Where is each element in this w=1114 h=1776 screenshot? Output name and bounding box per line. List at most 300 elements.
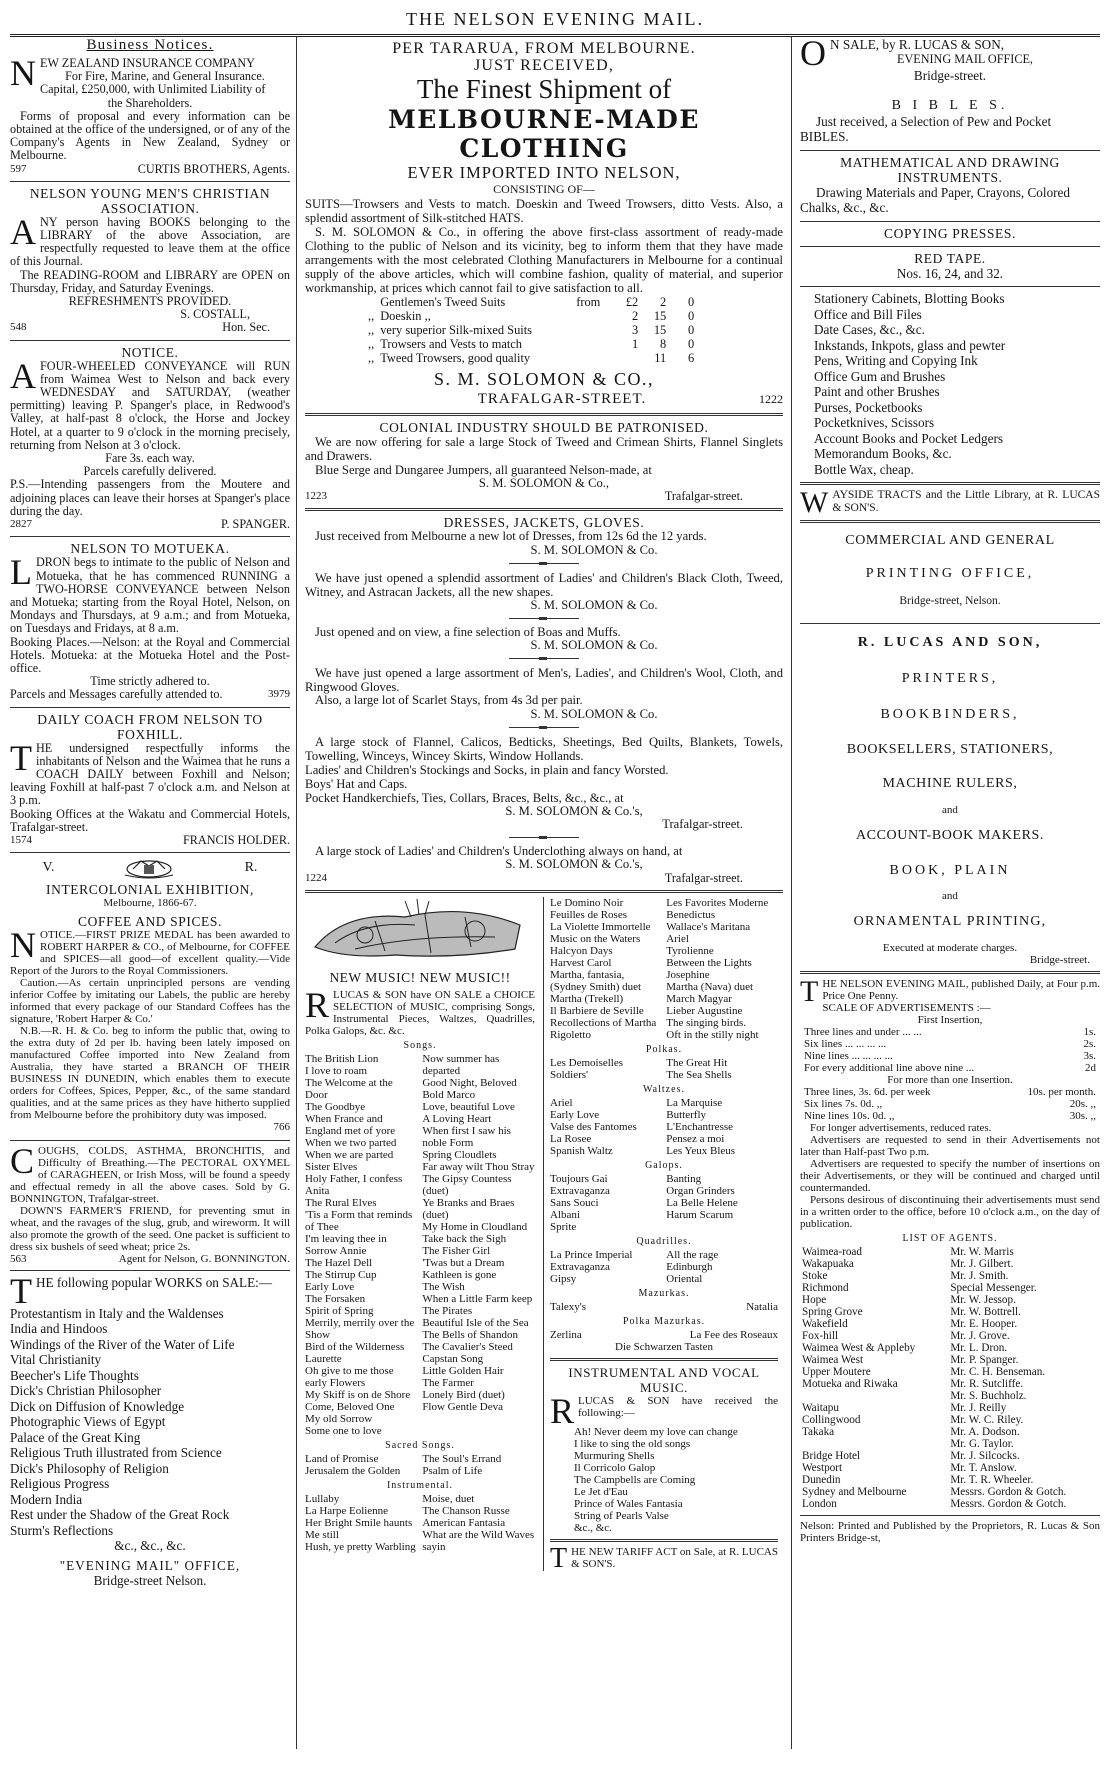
ad-body: Just received from Melbourne a new lot of Dresses, from 12s 6d the 12 yards. bbox=[315, 529, 707, 544]
music-title: Albani bbox=[550, 1208, 580, 1221]
book-title: Palace of the Great King bbox=[10, 1429, 141, 1445]
music-title: Laurette bbox=[305, 1352, 342, 1365]
quadrilles-list-left bbox=[550, 1249, 662, 1285]
galops-list-left bbox=[550, 1173, 662, 1233]
music-title: The Soul's Errand bbox=[422, 1452, 502, 1465]
ad-title: RED TAPE. bbox=[914, 250, 986, 266]
dresses-ad bbox=[305, 515, 783, 884]
price-cell-d: 0 bbox=[688, 309, 695, 323]
music-title: The Campbells are Coming bbox=[574, 1473, 696, 1486]
agent-name: Mr. W. Jessop. bbox=[950, 1294, 1016, 1307]
stationery-item: Bottle Wax, cheap. bbox=[814, 461, 914, 477]
ad-title: COFFEE AND SPICES. bbox=[78, 914, 222, 930]
music-title: Josephine bbox=[666, 968, 710, 981]
royal-arms-icon bbox=[119, 857, 179, 879]
ad-line: First Insertion, bbox=[917, 1014, 983, 1027]
drop-cap: T bbox=[550, 1542, 568, 1574]
agent-name: Mr. W. C. Riley. bbox=[950, 1414, 1024, 1427]
drop-cap: T bbox=[800, 975, 819, 1009]
music-title: When a Little Farm keep bbox=[422, 1292, 533, 1305]
divider bbox=[10, 181, 290, 182]
ad-title: INSTRUMENTAL AND VOCAL MUSIC. bbox=[568, 1364, 760, 1395]
stationery-item: Stationery Cabinets, Blotting Books bbox=[814, 291, 1005, 306]
agent-place: Collingwood bbox=[802, 1414, 861, 1427]
music-title: Prince of Wales Fantasia bbox=[574, 1497, 683, 1510]
music-title: Oh give to me those early Flowers bbox=[305, 1364, 394, 1389]
music-title: Oriental bbox=[666, 1272, 703, 1285]
agent-place bbox=[800, 1438, 948, 1450]
agent-row bbox=[800, 1438, 1100, 1450]
agent-row bbox=[800, 1270, 1100, 1282]
ad-company: S. M. SOLOMON & CO., bbox=[433, 369, 655, 389]
price-row bbox=[365, 323, 697, 337]
price-cell-d: 0 bbox=[688, 337, 695, 351]
music-title: Anita bbox=[305, 1184, 330, 1197]
music-title: Il Corricolo Galop bbox=[574, 1461, 656, 1474]
polkas-list-left bbox=[550, 1057, 662, 1081]
rate-row bbox=[804, 1050, 1096, 1062]
drop-cap: L bbox=[10, 552, 32, 593]
music-title: Le Domino Noir bbox=[550, 896, 624, 909]
rate-price: 1s. bbox=[1083, 1026, 1096, 1039]
ymca-ad bbox=[10, 186, 290, 335]
polkas-list bbox=[550, 1057, 778, 1081]
evening-mail-rates bbox=[800, 975, 1100, 1545]
divider bbox=[800, 246, 1100, 247]
ad-title: NELSON YOUNG MEN'S CHRISTIAN ASSOCIATION. bbox=[29, 185, 271, 216]
drop-cap: W bbox=[800, 486, 829, 519]
sacred-list bbox=[305, 1453, 535, 1477]
music-title: Benedictus bbox=[666, 908, 716, 921]
agent-name: Mr. J. Reilly bbox=[950, 1402, 1007, 1415]
music-title: Flow Gentle Deva bbox=[422, 1400, 503, 1413]
music-title: The Bells of Shandon bbox=[422, 1328, 518, 1341]
agent-name: Mr. A. Dodson. bbox=[950, 1426, 1020, 1439]
agent-row bbox=[800, 1486, 1100, 1498]
monthly-rate: 30s. ,, bbox=[1069, 1110, 1096, 1123]
coughs-ad bbox=[10, 1140, 290, 1265]
printing-office-ad bbox=[800, 533, 1100, 966]
ad-signature: P. SPANGER. bbox=[221, 517, 290, 532]
ad-title: INTERCOLONIAL EXHIBITION, bbox=[46, 882, 254, 898]
price-cell-l: 1 bbox=[632, 337, 639, 351]
agent-name: Mr. P. Spanger. bbox=[950, 1354, 1019, 1367]
music-title: La Harpe Eolienne bbox=[305, 1504, 389, 1517]
ad-line: Bridge-street. bbox=[913, 68, 987, 83]
songs-list bbox=[305, 1053, 535, 1437]
music-title: American Fantasia bbox=[422, 1516, 506, 1529]
music-title: The Fisher Girl bbox=[422, 1244, 491, 1257]
agent-row bbox=[800, 1426, 1100, 1438]
music-title: Oft in the stilly night bbox=[666, 1028, 759, 1041]
ad-line: and bbox=[942, 804, 958, 817]
book-title: Windings of the River of the Water of Life bbox=[10, 1336, 235, 1352]
agent-name: Mr. T. Anslow. bbox=[950, 1462, 1017, 1475]
ad-number: 1223 bbox=[305, 490, 327, 503]
short-rule bbox=[509, 563, 579, 564]
price-cell-q: ,, bbox=[368, 337, 375, 351]
ad-body: OUGHS, COLDS, ASTHMA, BRONCHITIS, and Difficulty of Breathing.—The PECTORAL OXYMEL of CARAGHEEN, or Irish Moss, will be found a speedy and effectual remedy in all the above cases. Sold by G. BONNINGTON, Trafalgar-street. bbox=[10, 1144, 290, 1205]
pieces-list-right bbox=[666, 897, 778, 1041]
ad-subtitle: Melbourne, 1866-67. bbox=[103, 897, 197, 910]
music-title: Far away wilt Thou Stray bbox=[422, 1160, 535, 1173]
agent-name: Messrs. Gordon & Gotch. bbox=[950, 1498, 1067, 1511]
ad-number: 1224 bbox=[305, 871, 327, 884]
stationery-item: Office Gum and Brushes bbox=[814, 368, 946, 384]
book-title: Dick on Diffusion of Knowledge bbox=[10, 1398, 185, 1414]
book-title: Religious Progress bbox=[10, 1476, 110, 1492]
pieces-list-left bbox=[550, 897, 662, 1041]
divider bbox=[800, 482, 1100, 485]
ad-body: A large stock of Ladies' and Children's Underclothing always on hand, at bbox=[315, 844, 683, 859]
agent-place: Dunedin bbox=[802, 1474, 841, 1487]
music-title: Psalm of Life bbox=[422, 1464, 483, 1477]
agent-row bbox=[800, 1462, 1100, 1474]
ad-line: &c., &c., &c. bbox=[114, 1538, 186, 1554]
stationery-item: Office and Bill Files bbox=[814, 306, 922, 322]
ad-body: Advertisers are requested to send in their Advertisements not later than Half-past Two p.m. bbox=[800, 1134, 1100, 1159]
price-cell-item: Trowsers and Vests to match bbox=[380, 337, 523, 351]
price-table bbox=[365, 295, 697, 365]
polkas-list-right bbox=[666, 1057, 778, 1081]
music-title: La Marquise bbox=[666, 1096, 723, 1109]
music-title: Early Love bbox=[550, 1108, 600, 1121]
music-title: Ariel bbox=[550, 1096, 573, 1109]
price-cell-s: 15 bbox=[653, 309, 667, 323]
agent-place: Stoke bbox=[802, 1270, 828, 1283]
price-cell-from: from bbox=[576, 295, 601, 309]
music-title: Rigoletto bbox=[550, 1028, 591, 1041]
ad-title: COPYING PRESSES. bbox=[884, 225, 1016, 241]
price-cell-s: 15 bbox=[653, 323, 667, 337]
agent-place: Wakefield bbox=[802, 1318, 848, 1331]
ad-number: 2827 bbox=[10, 518, 32, 531]
book-title: Photographic Views of Egypt bbox=[10, 1414, 166, 1430]
music-title: Lieber Augustine bbox=[666, 1004, 743, 1017]
ad-title: NELSON TO MOTUEKA. bbox=[70, 541, 230, 557]
sacred-list-right bbox=[422, 1453, 535, 1477]
agent-place bbox=[800, 1390, 948, 1402]
ad-body: HE NELSON EVENING MAIL, published Daily, at Four p.m. Price One Penny. bbox=[822, 978, 1100, 1003]
ad-body: Caution.—As certain unprincipled persons are vending inferior Coffee by imitating our Labels, the public are hereby informed that every package of our Standard Coffees has the signature, 'Robert Harper & Co.' bbox=[10, 977, 290, 1026]
book-title: Protestantism in Italy and the Waldenses bbox=[10, 1305, 224, 1321]
music-title: Ariel bbox=[666, 932, 689, 945]
music-title: The Wish bbox=[422, 1280, 465, 1293]
galops-list-right bbox=[666, 1173, 778, 1233]
ad-line: Bridge-street. bbox=[1029, 954, 1090, 967]
music-title: Take back the Sigh bbox=[422, 1232, 507, 1245]
vocal-music-list bbox=[550, 1426, 778, 1534]
music-title: Zerlina bbox=[550, 1328, 582, 1341]
agent-place: Sydney and Melbourne bbox=[802, 1486, 907, 1499]
category-heading: Songs. bbox=[403, 1039, 437, 1051]
ad-heading: EW ZEALAND INSURANCE COMPANY bbox=[40, 56, 255, 70]
music-title: Natalia bbox=[746, 1300, 778, 1313]
price-cell-from bbox=[573, 323, 613, 337]
agent-name: Mr. W. Bottrell. bbox=[950, 1306, 1021, 1319]
ad-body: Ladies' and Children's Stockings and Socks, in plain and fancy Worsted. bbox=[305, 762, 669, 777]
ad-line: For more than one Insertion. bbox=[887, 1074, 1013, 1087]
divider bbox=[800, 221, 1100, 222]
agent-place: Takaka bbox=[802, 1426, 835, 1439]
ad-line: SCALE OF ADVERTISEMENTS :— bbox=[822, 1002, 991, 1015]
lucas-sale-ad bbox=[800, 37, 1100, 477]
colonial-industry-ad bbox=[305, 420, 783, 503]
music-title: Murmuring Shells bbox=[574, 1449, 655, 1462]
ad-line: the Shareholders. bbox=[107, 95, 193, 110]
price-cell-item: Doeskin ,, bbox=[380, 309, 431, 323]
ad-body: Persons desirous of discontinuing their advertisements must send in a written order to the office, before 10 o'clock a.m., on the day of publication. bbox=[800, 1194, 1100, 1231]
music-title: Organ Grinders bbox=[666, 1184, 735, 1197]
agent-row bbox=[800, 1342, 1100, 1354]
ad-body: Just opened and on view, a fine selection of Boas and Muffs. bbox=[315, 625, 621, 640]
stationery-item: Pens, Writing and Copying Ink bbox=[814, 353, 978, 368]
ad-line: and bbox=[942, 890, 958, 903]
price-cell-s: 11 bbox=[654, 351, 667, 365]
columns bbox=[10, 37, 1100, 1749]
music-title: I love to roam bbox=[305, 1064, 368, 1077]
price-cell-s: 2 bbox=[660, 295, 667, 309]
ad-body: HE NEW TARIFF ACT on Sale, at R. LUCAS & SON'S. bbox=[571, 1545, 778, 1570]
ad-body: We are now offering for sale a large Stock of Tweed and Crimean Shirts, Flannel Singlets and Drawers. bbox=[305, 435, 783, 463]
music-title: Extravaganza bbox=[550, 1260, 610, 1273]
music-title: My old Sorrow bbox=[305, 1412, 373, 1425]
music-title: Les Yeux Bleus bbox=[666, 1144, 736, 1157]
music-title: Les Demoiselles bbox=[550, 1056, 624, 1069]
agent-place: Hope bbox=[802, 1294, 827, 1307]
waltzes-list bbox=[550, 1097, 778, 1157]
ad-signature: FRANCIS HOLDER. bbox=[183, 832, 290, 847]
music-title: When we are parted bbox=[305, 1148, 394, 1161]
agent-name: Mr. J. Gilbert. bbox=[950, 1258, 1014, 1271]
divider bbox=[550, 1539, 778, 1542]
nz-insurance-ad bbox=[10, 53, 290, 176]
music-title: The Farmer bbox=[422, 1376, 474, 1389]
music-title: Sans Souci bbox=[550, 1196, 599, 1209]
agent-name: Mr. R. Sutcliffe. bbox=[950, 1378, 1024, 1391]
ad-line: For Fire, Marine, and General Insurance. bbox=[65, 69, 265, 84]
music-title: Pensez a moi bbox=[666, 1132, 725, 1145]
agent-row bbox=[800, 1294, 1100, 1306]
music-title: 'Twas but a Dream bbox=[422, 1256, 505, 1269]
column-right bbox=[792, 37, 1100, 1749]
price-row bbox=[365, 295, 697, 309]
stationery-item: Pocketknives, Scissors bbox=[814, 415, 935, 430]
ad-street: Trafalgar-street. bbox=[662, 817, 743, 832]
music-title: Die Schwarzen Tasten bbox=[615, 1340, 713, 1353]
ad-line: Executed at moderate charges. bbox=[882, 942, 1018, 955]
ad-street: Trafalgar-street. bbox=[664, 870, 743, 885]
agent-place: Waimea West & Appleby bbox=[802, 1342, 916, 1355]
stationery-item: Date Cases, &c., &c. bbox=[814, 322, 925, 337]
book-title: Beecher's Life Thoughts bbox=[10, 1367, 139, 1383]
music-title: Between the Lights bbox=[666, 956, 752, 969]
column-middle bbox=[297, 37, 792, 1749]
music-title: I like to sing the old songs bbox=[574, 1437, 691, 1450]
ad-number: 766 bbox=[273, 1121, 290, 1134]
weekly-rate-row bbox=[804, 1110, 1096, 1122]
category-heading: Mazurkas. bbox=[638, 1287, 690, 1299]
agent-row bbox=[800, 1402, 1100, 1414]
motueka-ad bbox=[10, 541, 290, 701]
music-title: Tyrolienne bbox=[666, 944, 714, 957]
music-title: Martha (Nava) duet bbox=[666, 980, 754, 993]
agent-row bbox=[800, 1378, 1100, 1390]
ad-street: TRAFALGAR-STREET. bbox=[477, 391, 647, 407]
music-title: La Prince Imperial bbox=[550, 1248, 633, 1261]
ad-line: CONSISTING OF— bbox=[493, 182, 595, 196]
agent-row bbox=[800, 1390, 1100, 1402]
music-title: The Rural Elves bbox=[305, 1196, 377, 1209]
category-heading: Polka Mazurkas. bbox=[622, 1315, 706, 1327]
weekly-rate-row bbox=[804, 1086, 1096, 1098]
music-title: Little Golden Hair bbox=[422, 1364, 504, 1377]
ad-headline: The Finest Shipment of bbox=[416, 74, 672, 104]
music-title: Ah! Never deem my love can change bbox=[574, 1425, 738, 1438]
ad-signature: S. M. SOLOMON & Co.'s, bbox=[505, 803, 643, 818]
weekly-rate-label: Six lines 7s. 0d. ,, bbox=[804, 1098, 883, 1111]
music-title: Love, beautiful Love bbox=[422, 1100, 515, 1113]
instrumental-list bbox=[305, 1493, 535, 1553]
music-title: The Forsaken bbox=[305, 1292, 366, 1305]
ad-number: 1222 bbox=[759, 392, 783, 406]
agent-place: Waitapu bbox=[802, 1402, 839, 1415]
ad-body: HE undersigned respectfully informs the inhabitants of Nelson and the Waimea that he runs a COACH DAILY between Foxhill and Nelson; leaving Foxhill at half-past 7 o'clock a.m. and Nelson at 3 p.m. bbox=[10, 740, 290, 808]
price-cell-d: 0 bbox=[688, 323, 695, 337]
agent-place: Bridge Hotel bbox=[802, 1450, 861, 1463]
ad-number: 597 bbox=[10, 162, 27, 175]
ad-signature: S. M. SOLOMON & Co. bbox=[530, 706, 658, 721]
ad-body: Booking Offices at the Wakatu and Commercial Hotels, Trafalgar-street. bbox=[10, 806, 290, 834]
music-title: Spirit of Spring bbox=[305, 1304, 374, 1317]
agent-place: Motueka and Riwaka bbox=[802, 1378, 898, 1391]
ad-body: SUITS—Trowsers and Vests to match. Doeskin and Tweed Trowsers, ditto Vests. Also, a splendid assortment of Silk-stitched HATS. bbox=[305, 197, 783, 225]
stationery-item: Account Books and Pocket Ledgers bbox=[814, 430, 1003, 446]
conveyance-notice bbox=[10, 345, 290, 532]
divider bbox=[800, 150, 1100, 151]
price-cell-q: ,, bbox=[368, 323, 375, 337]
divider bbox=[10, 536, 290, 537]
price-cell-item: Tweed Trowsers, good quality bbox=[380, 351, 531, 365]
music-title: The Sea Shells bbox=[666, 1068, 732, 1081]
music-title: La Rosee bbox=[550, 1132, 592, 1145]
divider bbox=[10, 1270, 290, 1271]
music-title: La Violette Immortelle bbox=[550, 920, 651, 933]
agent-name: Mr. G. Taylor. bbox=[950, 1438, 1014, 1451]
music-title: Come, Beloved One bbox=[305, 1400, 395, 1413]
masthead: THE NELSON EVENING MAIL. bbox=[406, 9, 704, 29]
agent-row bbox=[800, 1474, 1100, 1486]
drop-cap: N bbox=[10, 53, 36, 93]
agent-name: Messrs. Gordon & Gotch. bbox=[950, 1486, 1067, 1499]
weekly-rate-label: Nine lines 10s. 0d. ,, bbox=[804, 1110, 895, 1123]
category-heading: Instrumental. bbox=[386, 1479, 454, 1491]
agent-row bbox=[800, 1258, 1100, 1270]
ad-company: R. LUCAS AND SON, bbox=[857, 635, 1043, 651]
music-title: Butterfly bbox=[666, 1108, 706, 1121]
drop-cap: R bbox=[550, 1390, 575, 1431]
music-title: Bold Marco bbox=[422, 1088, 476, 1101]
divider bbox=[800, 520, 1100, 523]
agent-place: Fox-hill bbox=[802, 1330, 839, 1343]
drop-cap: R bbox=[305, 984, 330, 1025]
agent-name: Mr. J. Silcocks. bbox=[950, 1450, 1020, 1463]
music-title: When France and England met of yore bbox=[305, 1112, 396, 1137]
music-title: The Great Hit bbox=[666, 1056, 728, 1069]
book-title: Dick's Philosophy of Religion bbox=[10, 1460, 169, 1476]
category-heading: Sacred Songs. bbox=[385, 1439, 455, 1451]
quadrilles-list bbox=[550, 1249, 778, 1285]
book-title: Dick's Christian Philosopher bbox=[10, 1383, 162, 1399]
ad-signature: Hon. Sec. bbox=[222, 320, 270, 335]
ad-line: Bridge-street Nelson. bbox=[93, 1573, 207, 1589]
music-heading: NEW MUSIC! NEW MUSIC!! bbox=[329, 969, 511, 985]
music-title: Spring Cloudlets bbox=[422, 1148, 497, 1161]
ad-title: DRESSES, JACKETS, GLOVES. bbox=[443, 515, 645, 531]
music-title: My Home in Cloudland bbox=[422, 1220, 528, 1233]
music-title: Sister Elves bbox=[305, 1160, 358, 1173]
ad-body: A large stock of Flannel, Calicos, Bedticks, Sheetings, Bed Quilts, Blankets, Towels, Towelling, Winceys, Wincey Skirts, Window Hollands. bbox=[305, 734, 783, 763]
ad-signature: CURTIS BROTHERS, Agents. bbox=[137, 161, 290, 176]
rate-price: 3s. bbox=[1083, 1050, 1096, 1063]
divider bbox=[305, 890, 783, 893]
music-title: All the rage bbox=[666, 1248, 719, 1261]
ad-body: OTICE.—FIRST PRIZE MEDAL has been awarded to ROBERT HARPER & CO., of Melbourne, for COFFEE and SPICES—all good—of excellent quality.—Vide Report of the Jurors to the Royal Commissioners. bbox=[10, 929, 290, 978]
drop-cap: T bbox=[10, 737, 32, 778]
royal-r: R. bbox=[244, 860, 258, 876]
agent-place: Waimea-road bbox=[802, 1246, 862, 1259]
book-title: Religious Truth illustrated from Science bbox=[10, 1445, 222, 1461]
short-rule bbox=[509, 837, 579, 838]
quadrilles-list-right bbox=[666, 1249, 778, 1285]
music-title: Soldiers' bbox=[550, 1068, 589, 1081]
divider bbox=[10, 340, 290, 341]
ad-body: Just received, a Selection of Pew and Pocket BIBLES. bbox=[800, 113, 1052, 144]
category-heading: LIST OF AGENTS. bbox=[902, 1233, 998, 1245]
music-left bbox=[305, 897, 535, 1571]
category-heading: Polkas. bbox=[645, 1043, 683, 1055]
business-notices-heading: Business Notices. bbox=[86, 37, 214, 53]
music-title: L'Enchantresse bbox=[666, 1120, 734, 1133]
stationery-list bbox=[800, 291, 1100, 477]
music-title: When first I saw his noble Form bbox=[422, 1124, 511, 1149]
price-cell-d: 6 bbox=[688, 351, 695, 365]
music-title: &c., &c. bbox=[574, 1521, 612, 1534]
music-title: The singing birds. bbox=[666, 1016, 747, 1029]
ad-line: JUST RECEIVED, bbox=[473, 57, 615, 74]
rate-price: 2d bbox=[1085, 1062, 1096, 1075]
agent-row bbox=[800, 1306, 1100, 1318]
agent-place: Spring Grove bbox=[802, 1306, 863, 1319]
ad-signature: S. M. SOLOMON & Co. bbox=[530, 597, 658, 612]
music-title: Jerusalem the Golden bbox=[305, 1464, 401, 1477]
music-title: The Welcome at the Door bbox=[305, 1076, 393, 1101]
ad-title: B I B L E S. bbox=[891, 97, 1009, 113]
agent-row bbox=[800, 1450, 1100, 1462]
music-title: Il Barbiere de Seville bbox=[550, 1004, 644, 1017]
agent-place: Westport bbox=[802, 1462, 843, 1475]
music-title: I'm leaving thee in Sorrow Annie bbox=[305, 1232, 387, 1257]
ad-line: Time strictly adhered to. bbox=[90, 674, 210, 689]
ad-body: Advertisers are requested to specify the number of insertions on their Advertisements, or they will be continued and charged until countermanded. bbox=[800, 1158, 1100, 1195]
agent-name: Mr. J. Smith. bbox=[950, 1270, 1009, 1283]
ad-body: NY person having BOOKS belonging to the LIBRARY of the above Association, are respectfully requested to leave them at the office of this Journal. bbox=[10, 214, 290, 269]
price-cell-item: very superior Silk-mixed Suits bbox=[380, 323, 532, 337]
agent-place: London bbox=[802, 1498, 837, 1511]
instrumental-list-left bbox=[305, 1493, 418, 1553]
music-title: The Chanson Russe bbox=[422, 1504, 510, 1517]
drop-cap: T bbox=[10, 1270, 32, 1311]
